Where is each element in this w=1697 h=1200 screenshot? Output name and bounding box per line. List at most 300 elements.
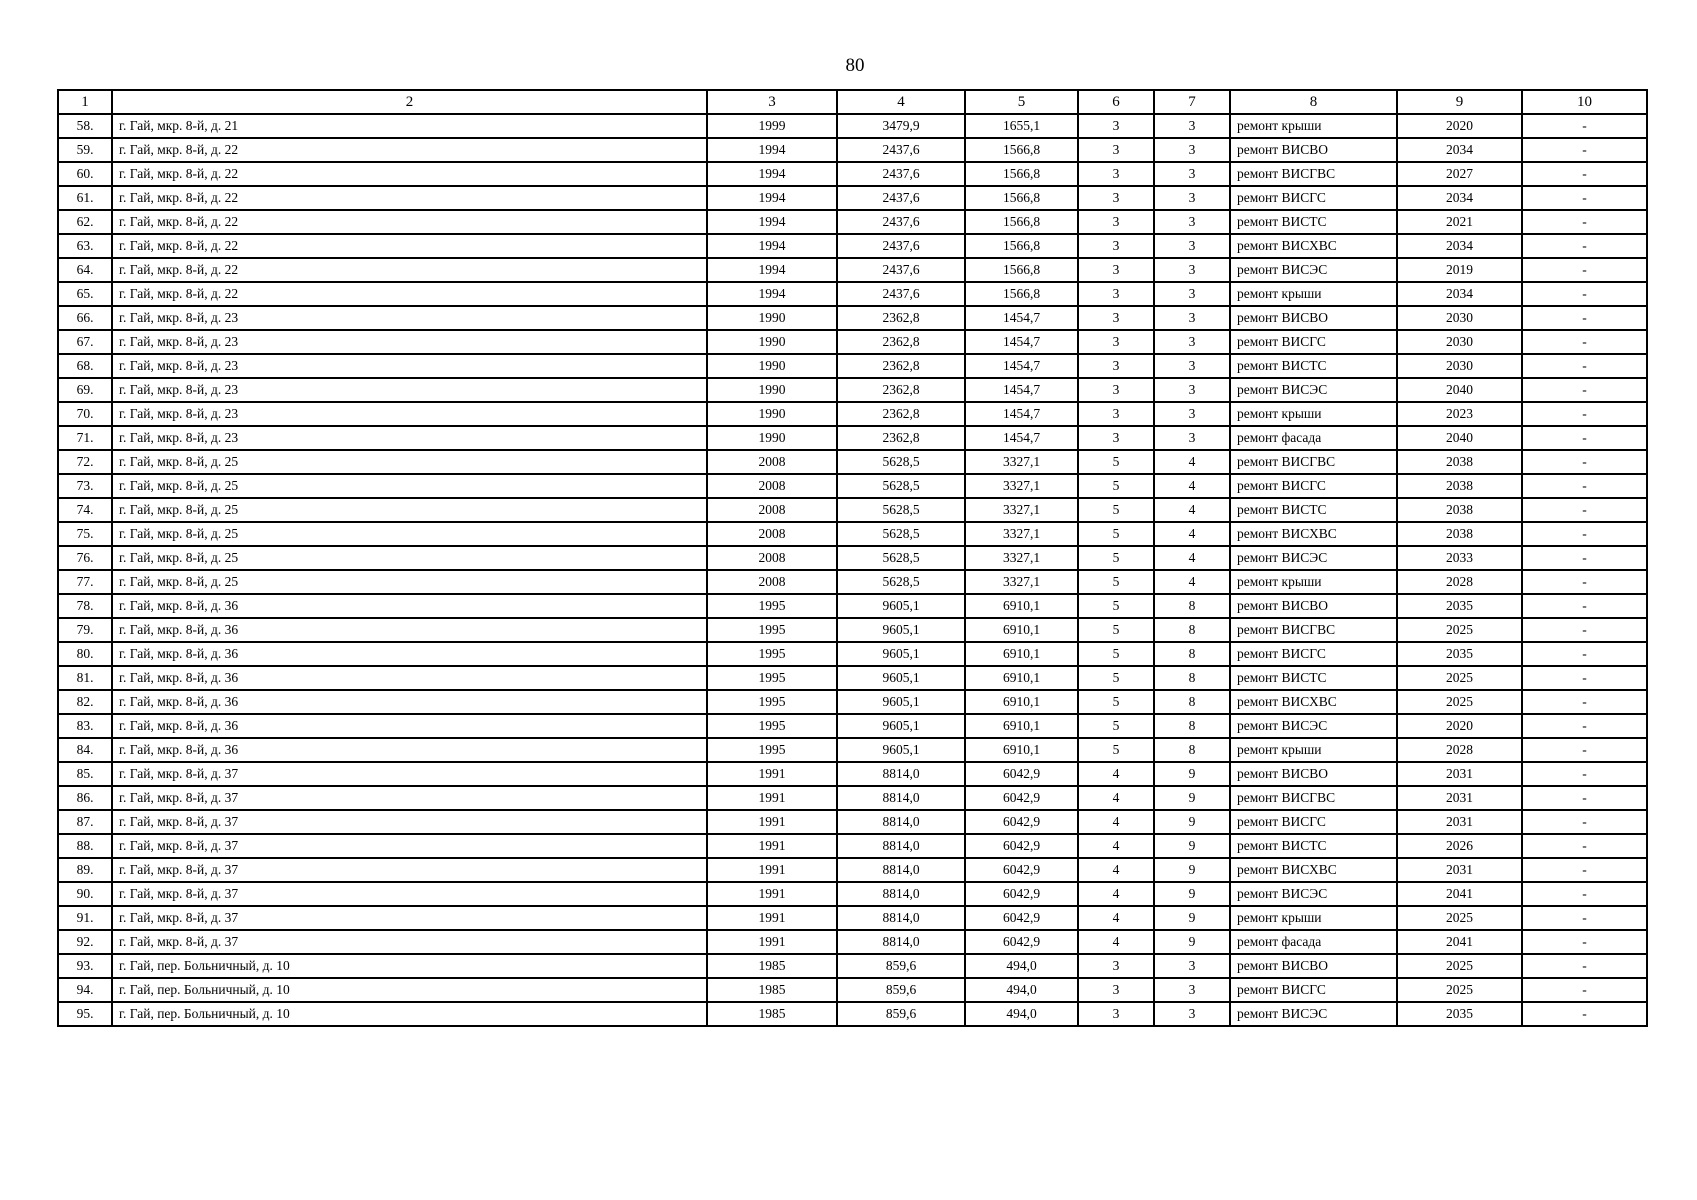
total-area-cell: 9605,1 <box>837 714 965 738</box>
floors-cell: 3 <box>1078 1002 1154 1026</box>
floors-cell: 3 <box>1078 378 1154 402</box>
entrances-cell: 3 <box>1154 354 1230 378</box>
floors-cell: 5 <box>1078 618 1154 642</box>
note-cell: - <box>1522 618 1647 642</box>
table-row <box>58 234 1647 258</box>
table-row <box>58 306 1647 330</box>
table-row <box>58 474 1647 498</box>
floors-cell: 3 <box>1078 426 1154 450</box>
row-number-cell: 76. <box>58 546 112 570</box>
year-built-cell: 1995 <box>707 594 837 618</box>
work-type-cell: ремонт ВИСЭС <box>1230 714 1397 738</box>
entrances-cell: 3 <box>1154 954 1230 978</box>
floors-cell: 5 <box>1078 498 1154 522</box>
address-cell: г. Гай, мкр. 8-й, д. 36 <box>112 666 707 690</box>
floors-cell: 3 <box>1078 330 1154 354</box>
planned-year-cell: 2034 <box>1397 234 1522 258</box>
table-row <box>58 834 1647 858</box>
living-area-cell: 1454,7 <box>965 426 1078 450</box>
entrances-cell: 8 <box>1154 690 1230 714</box>
floors-cell: 4 <box>1078 906 1154 930</box>
work-type-cell: ремонт ВИСТС <box>1230 354 1397 378</box>
total-area-cell: 5628,5 <box>837 570 965 594</box>
planned-year-cell: 2021 <box>1397 210 1522 234</box>
living-area-cell: 1454,7 <box>965 402 1078 426</box>
entrances-cell: 3 <box>1154 234 1230 258</box>
row-number-cell: 73. <box>58 474 112 498</box>
work-type-cell: ремонт ВИСХВС <box>1230 522 1397 546</box>
planned-year-cell: 2030 <box>1397 306 1522 330</box>
row-number-cell: 67. <box>58 330 112 354</box>
address-cell: г. Гай, мкр. 8-й, д. 36 <box>112 594 707 618</box>
living-area-cell: 6042,9 <box>965 762 1078 786</box>
total-area-cell: 2437,6 <box>837 162 965 186</box>
address-cell: г. Гай, мкр. 8-й, д. 22 <box>112 162 707 186</box>
living-area-cell: 1566,8 <box>965 186 1078 210</box>
total-area-cell: 5628,5 <box>837 474 965 498</box>
planned-year-cell: 2033 <box>1397 546 1522 570</box>
year-built-cell: 1995 <box>707 738 837 762</box>
entrances-cell: 4 <box>1154 474 1230 498</box>
table-row <box>58 522 1647 546</box>
planned-year-cell: 2034 <box>1397 282 1522 306</box>
living-area-cell: 3327,1 <box>965 570 1078 594</box>
table-row <box>58 426 1647 450</box>
table-row <box>58 498 1647 522</box>
page-number: 80 <box>845 55 865 76</box>
floors-cell: 3 <box>1078 402 1154 426</box>
total-area-cell: 9605,1 <box>837 666 965 690</box>
table-row <box>58 570 1647 594</box>
entrances-cell: 3 <box>1154 402 1230 426</box>
living-area-cell: 1566,8 <box>965 234 1078 258</box>
floors-cell: 3 <box>1078 954 1154 978</box>
work-type-cell: ремонт ВИСГС <box>1230 186 1397 210</box>
row-number-cell: 95. <box>58 1002 112 1026</box>
planned-year-cell: 2025 <box>1397 690 1522 714</box>
total-area-cell: 2362,8 <box>837 354 965 378</box>
living-area-cell: 1566,8 <box>965 210 1078 234</box>
address-cell: г. Гай, мкр. 8-й, д. 22 <box>112 234 707 258</box>
living-area-cell: 1566,8 <box>965 138 1078 162</box>
address-cell: г. Гай, мкр. 8-й, д. 37 <box>112 858 707 882</box>
planned-year-cell: 2038 <box>1397 450 1522 474</box>
floors-cell: 3 <box>1078 354 1154 378</box>
address-cell: г. Гай, мкр. 8-й, д. 23 <box>112 426 707 450</box>
entrances-cell: 3 <box>1154 138 1230 162</box>
entrances-cell: 8 <box>1154 714 1230 738</box>
year-built-cell: 2008 <box>707 570 837 594</box>
planned-year-cell: 2038 <box>1397 498 1522 522</box>
planned-year-cell: 2028 <box>1397 738 1522 762</box>
row-number-cell: 74. <box>58 498 112 522</box>
planned-year-cell: 2031 <box>1397 762 1522 786</box>
planned-year-cell: 2020 <box>1397 714 1522 738</box>
total-area-cell: 2362,8 <box>837 426 965 450</box>
row-number-cell: 79. <box>58 618 112 642</box>
address-cell: г. Гай, мкр. 8-й, д. 21 <box>112 114 707 138</box>
year-built-cell: 1991 <box>707 930 837 954</box>
living-area-cell: 6042,9 <box>965 810 1078 834</box>
work-type-cell: ремонт ВИСВО <box>1230 138 1397 162</box>
floors-cell: 5 <box>1078 714 1154 738</box>
entrances-cell: 3 <box>1154 258 1230 282</box>
total-area-cell: 8814,0 <box>837 834 965 858</box>
living-area-cell: 1566,8 <box>965 162 1078 186</box>
repair-schedule-table <box>57 89 1648 1027</box>
address-cell: г. Гай, мкр. 8-й, д. 22 <box>112 282 707 306</box>
living-area-cell: 494,0 <box>965 978 1078 1002</box>
note-cell: - <box>1522 114 1647 138</box>
entrances-cell: 8 <box>1154 618 1230 642</box>
year-built-cell: 1995 <box>707 642 837 666</box>
total-area-cell: 9605,1 <box>837 618 965 642</box>
table-row <box>58 114 1647 138</box>
table-row <box>58 618 1647 642</box>
total-area-cell: 2437,6 <box>837 234 965 258</box>
planned-year-cell: 2035 <box>1397 1002 1522 1026</box>
row-number-cell: 70. <box>58 402 112 426</box>
total-area-cell: 8814,0 <box>837 906 965 930</box>
column-header-7: 7 <box>1154 90 1230 114</box>
note-cell: - <box>1522 498 1647 522</box>
table-row <box>58 282 1647 306</box>
table-row <box>58 450 1647 474</box>
note-cell: - <box>1522 786 1647 810</box>
year-built-cell: 1990 <box>707 306 837 330</box>
planned-year-cell: 2038 <box>1397 474 1522 498</box>
address-cell: г. Гай, мкр. 8-й, д. 22 <box>112 138 707 162</box>
entrances-cell: 9 <box>1154 786 1230 810</box>
floors-cell: 5 <box>1078 738 1154 762</box>
floors-cell: 4 <box>1078 882 1154 906</box>
note-cell: - <box>1522 402 1647 426</box>
year-built-cell: 1990 <box>707 378 837 402</box>
planned-year-cell: 2035 <box>1397 642 1522 666</box>
total-area-cell: 2437,6 <box>837 282 965 306</box>
entrances-cell: 3 <box>1154 210 1230 234</box>
table-row <box>58 906 1647 930</box>
work-type-cell: ремонт ВИСГС <box>1230 330 1397 354</box>
address-cell: г. Гай, мкр. 8-й, д. 22 <box>112 210 707 234</box>
row-number-cell: 80. <box>58 642 112 666</box>
year-built-cell: 1991 <box>707 810 837 834</box>
living-area-cell: 6910,1 <box>965 666 1078 690</box>
planned-year-cell: 2040 <box>1397 378 1522 402</box>
year-built-cell: 1991 <box>707 882 837 906</box>
note-cell: - <box>1522 690 1647 714</box>
living-area-cell: 6042,9 <box>965 930 1078 954</box>
note-cell: - <box>1522 714 1647 738</box>
note-cell: - <box>1522 834 1647 858</box>
column-header-8: 8 <box>1230 90 1397 114</box>
year-built-cell: 1991 <box>707 858 837 882</box>
entrances-cell: 9 <box>1154 762 1230 786</box>
note-cell: - <box>1522 642 1647 666</box>
work-type-cell: ремонт ВИСХВС <box>1230 858 1397 882</box>
work-type-cell: ремонт ВИСЭС <box>1230 1002 1397 1026</box>
row-number-cell: 94. <box>58 978 112 1002</box>
total-area-cell: 859,6 <box>837 954 965 978</box>
address-cell: г. Гай, мкр. 8-й, д. 37 <box>112 762 707 786</box>
note-cell: - <box>1522 906 1647 930</box>
floors-cell: 3 <box>1078 234 1154 258</box>
address-cell: г. Гай, мкр. 8-й, д. 25 <box>112 498 707 522</box>
floors-cell: 3 <box>1078 210 1154 234</box>
address-cell: г. Гай, мкр. 8-й, д. 36 <box>112 738 707 762</box>
living-area-cell: 6910,1 <box>965 642 1078 666</box>
entrances-cell: 3 <box>1154 1002 1230 1026</box>
work-type-cell: ремонт ВИСХВС <box>1230 234 1397 258</box>
work-type-cell: ремонт крыши <box>1230 570 1397 594</box>
living-area-cell: 6042,9 <box>965 906 1078 930</box>
note-cell: - <box>1522 474 1647 498</box>
table-row <box>58 186 1647 210</box>
table-row <box>58 330 1647 354</box>
table-row <box>58 258 1647 282</box>
address-cell: г. Гай, мкр. 8-й, д. 23 <box>112 354 707 378</box>
table-header-row <box>58 90 1647 114</box>
note-cell: - <box>1522 306 1647 330</box>
floors-cell: 5 <box>1078 522 1154 546</box>
year-built-cell: 1995 <box>707 666 837 690</box>
address-cell: г. Гай, мкр. 8-й, д. 23 <box>112 378 707 402</box>
address-cell: г. Гай, мкр. 8-й, д. 25 <box>112 570 707 594</box>
note-cell: - <box>1522 930 1647 954</box>
table-row <box>58 642 1647 666</box>
table-row <box>58 738 1647 762</box>
planned-year-cell: 2031 <box>1397 810 1522 834</box>
row-number-cell: 89. <box>58 858 112 882</box>
address-cell: г. Гай, мкр. 8-й, д. 25 <box>112 474 707 498</box>
work-type-cell: ремонт ВИСВО <box>1230 306 1397 330</box>
column-header-5: 5 <box>965 90 1078 114</box>
entrances-cell: 9 <box>1154 810 1230 834</box>
column-header-9: 9 <box>1397 90 1522 114</box>
entrances-cell: 4 <box>1154 546 1230 570</box>
entrances-cell: 9 <box>1154 882 1230 906</box>
address-cell: г. Гай, мкр. 8-й, д. 25 <box>112 522 707 546</box>
planned-year-cell: 2020 <box>1397 114 1522 138</box>
year-built-cell: 1994 <box>707 234 837 258</box>
note-cell: - <box>1522 282 1647 306</box>
living-area-cell: 6910,1 <box>965 690 1078 714</box>
note-cell: - <box>1522 138 1647 162</box>
total-area-cell: 2362,8 <box>837 330 965 354</box>
table-row <box>58 690 1647 714</box>
address-cell: г. Гай, мкр. 8-й, д. 36 <box>112 642 707 666</box>
address-cell: г. Гай, мкр. 8-й, д. 22 <box>112 186 707 210</box>
table-row <box>58 354 1647 378</box>
note-cell: - <box>1522 234 1647 258</box>
work-type-cell: ремонт крыши <box>1230 738 1397 762</box>
living-area-cell: 3327,1 <box>965 522 1078 546</box>
note-cell: - <box>1522 330 1647 354</box>
total-area-cell: 8814,0 <box>837 930 965 954</box>
planned-year-cell: 2025 <box>1397 906 1522 930</box>
year-built-cell: 1985 <box>707 978 837 1002</box>
note-cell: - <box>1522 858 1647 882</box>
year-built-cell: 1991 <box>707 834 837 858</box>
entrances-cell: 9 <box>1154 834 1230 858</box>
work-type-cell: ремонт ВИСВО <box>1230 954 1397 978</box>
table-row <box>58 162 1647 186</box>
row-number-cell: 66. <box>58 306 112 330</box>
living-area-cell: 1655,1 <box>965 114 1078 138</box>
address-cell: г. Гай, мкр. 8-й, д. 37 <box>112 930 707 954</box>
total-area-cell: 8814,0 <box>837 810 965 834</box>
work-type-cell: ремонт ВИСГВС <box>1230 450 1397 474</box>
total-area-cell: 3479,9 <box>837 114 965 138</box>
row-number-cell: 83. <box>58 714 112 738</box>
work-type-cell: ремонт крыши <box>1230 282 1397 306</box>
row-number-cell: 88. <box>58 834 112 858</box>
floors-cell: 3 <box>1078 114 1154 138</box>
floors-cell: 3 <box>1078 186 1154 210</box>
year-built-cell: 1991 <box>707 906 837 930</box>
entrances-cell: 3 <box>1154 282 1230 306</box>
planned-year-cell: 2030 <box>1397 330 1522 354</box>
living-area-cell: 6042,9 <box>965 882 1078 906</box>
work-type-cell: ремонт ВИСЭС <box>1230 882 1397 906</box>
year-built-cell: 1990 <box>707 354 837 378</box>
row-number-cell: 87. <box>58 810 112 834</box>
planned-year-cell: 2026 <box>1397 834 1522 858</box>
year-built-cell: 1994 <box>707 138 837 162</box>
work-type-cell: ремонт ВИСЭС <box>1230 546 1397 570</box>
work-type-cell: ремонт крыши <box>1230 114 1397 138</box>
table-row <box>58 810 1647 834</box>
entrances-cell: 3 <box>1154 186 1230 210</box>
living-area-cell: 6042,9 <box>965 858 1078 882</box>
note-cell: - <box>1522 450 1647 474</box>
entrances-cell: 3 <box>1154 330 1230 354</box>
floors-cell: 3 <box>1078 282 1154 306</box>
row-number-cell: 61. <box>58 186 112 210</box>
work-type-cell: ремонт ВИСТС <box>1230 834 1397 858</box>
table-row <box>58 930 1647 954</box>
work-type-cell: ремонт ВИСТС <box>1230 210 1397 234</box>
entrances-cell: 9 <box>1154 906 1230 930</box>
row-number-cell: 85. <box>58 762 112 786</box>
work-type-cell: ремонт ВИСГВС <box>1230 618 1397 642</box>
total-area-cell: 8814,0 <box>837 762 965 786</box>
year-built-cell: 1995 <box>707 618 837 642</box>
note-cell: - <box>1522 378 1647 402</box>
row-number-cell: 62. <box>58 210 112 234</box>
entrances-cell: 3 <box>1154 978 1230 1002</box>
total-area-cell: 2362,8 <box>837 402 965 426</box>
floors-cell: 5 <box>1078 474 1154 498</box>
row-number-cell: 93. <box>58 954 112 978</box>
work-type-cell: ремонт ВИСГС <box>1230 474 1397 498</box>
total-area-cell: 9605,1 <box>837 642 965 666</box>
floors-cell: 4 <box>1078 762 1154 786</box>
row-number-cell: 68. <box>58 354 112 378</box>
total-area-cell: 5628,5 <box>837 546 965 570</box>
entrances-cell: 8 <box>1154 666 1230 690</box>
total-area-cell: 5628,5 <box>837 450 965 474</box>
total-area-cell: 2437,6 <box>837 210 965 234</box>
row-number-cell: 78. <box>58 594 112 618</box>
address-cell: г. Гай, мкр. 8-й, д. 37 <box>112 834 707 858</box>
table-row <box>58 378 1647 402</box>
row-number-cell: 65. <box>58 282 112 306</box>
note-cell: - <box>1522 162 1647 186</box>
work-type-cell: ремонт ВИСХВС <box>1230 690 1397 714</box>
planned-year-cell: 2031 <box>1397 858 1522 882</box>
work-type-cell: ремонт ВИСТС <box>1230 498 1397 522</box>
work-type-cell: ремонт ВИСЭС <box>1230 258 1397 282</box>
table-row <box>58 714 1647 738</box>
entrances-cell: 3 <box>1154 306 1230 330</box>
table-row <box>58 210 1647 234</box>
living-area-cell: 6042,9 <box>965 834 1078 858</box>
row-number-cell: 64. <box>58 258 112 282</box>
address-cell: г. Гай, мкр. 8-й, д. 25 <box>112 546 707 570</box>
year-built-cell: 2008 <box>707 522 837 546</box>
row-number-cell: 69. <box>58 378 112 402</box>
address-cell: г. Гай, пер. Больничный, д. 10 <box>112 954 707 978</box>
work-type-cell: ремонт ВИСВО <box>1230 762 1397 786</box>
address-cell: г. Гай, мкр. 8-й, д. 37 <box>112 810 707 834</box>
living-area-cell: 494,0 <box>965 1002 1078 1026</box>
note-cell: - <box>1522 594 1647 618</box>
entrances-cell: 4 <box>1154 498 1230 522</box>
planned-year-cell: 2030 <box>1397 354 1522 378</box>
note-cell: - <box>1522 738 1647 762</box>
entrances-cell: 4 <box>1154 450 1230 474</box>
living-area-cell: 3327,1 <box>965 474 1078 498</box>
work-type-cell: ремонт ВИСВО <box>1230 594 1397 618</box>
address-cell: г. Гай, мкр. 8-й, д. 25 <box>112 450 707 474</box>
floors-cell: 3 <box>1078 138 1154 162</box>
year-built-cell: 1995 <box>707 690 837 714</box>
row-number-cell: 71. <box>58 426 112 450</box>
total-area-cell: 8814,0 <box>837 786 965 810</box>
column-header-10: 10 <box>1522 90 1647 114</box>
address-cell: г. Гай, мкр. 8-й, д. 37 <box>112 882 707 906</box>
living-area-cell: 1454,7 <box>965 306 1078 330</box>
floors-cell: 3 <box>1078 162 1154 186</box>
address-cell: г. Гай, мкр. 8-й, д. 36 <box>112 618 707 642</box>
planned-year-cell: 2025 <box>1397 978 1522 1002</box>
entrances-cell: 4 <box>1154 570 1230 594</box>
year-built-cell: 1994 <box>707 210 837 234</box>
row-number-cell: 63. <box>58 234 112 258</box>
work-type-cell: ремонт ВИСГС <box>1230 642 1397 666</box>
living-area-cell: 3327,1 <box>965 450 1078 474</box>
table-row <box>58 138 1647 162</box>
table-row <box>58 882 1647 906</box>
address-cell: г. Гай, мкр. 8-й, д. 23 <box>112 330 707 354</box>
year-built-cell: 1990 <box>707 330 837 354</box>
planned-year-cell: 2038 <box>1397 522 1522 546</box>
total-area-cell: 9605,1 <box>837 690 965 714</box>
address-cell: г. Гай, мкр. 8-й, д. 23 <box>112 306 707 330</box>
row-number-cell: 82. <box>58 690 112 714</box>
planned-year-cell: 2034 <box>1397 138 1522 162</box>
floors-cell: 5 <box>1078 666 1154 690</box>
note-cell: - <box>1522 762 1647 786</box>
address-cell: г. Гай, пер. Больничный, д. 10 <box>112 1002 707 1026</box>
entrances-cell: 3 <box>1154 426 1230 450</box>
table-row <box>58 1002 1647 1026</box>
total-area-cell: 2362,8 <box>837 378 965 402</box>
table-row <box>58 858 1647 882</box>
floors-cell: 4 <box>1078 930 1154 954</box>
year-built-cell: 2008 <box>707 474 837 498</box>
